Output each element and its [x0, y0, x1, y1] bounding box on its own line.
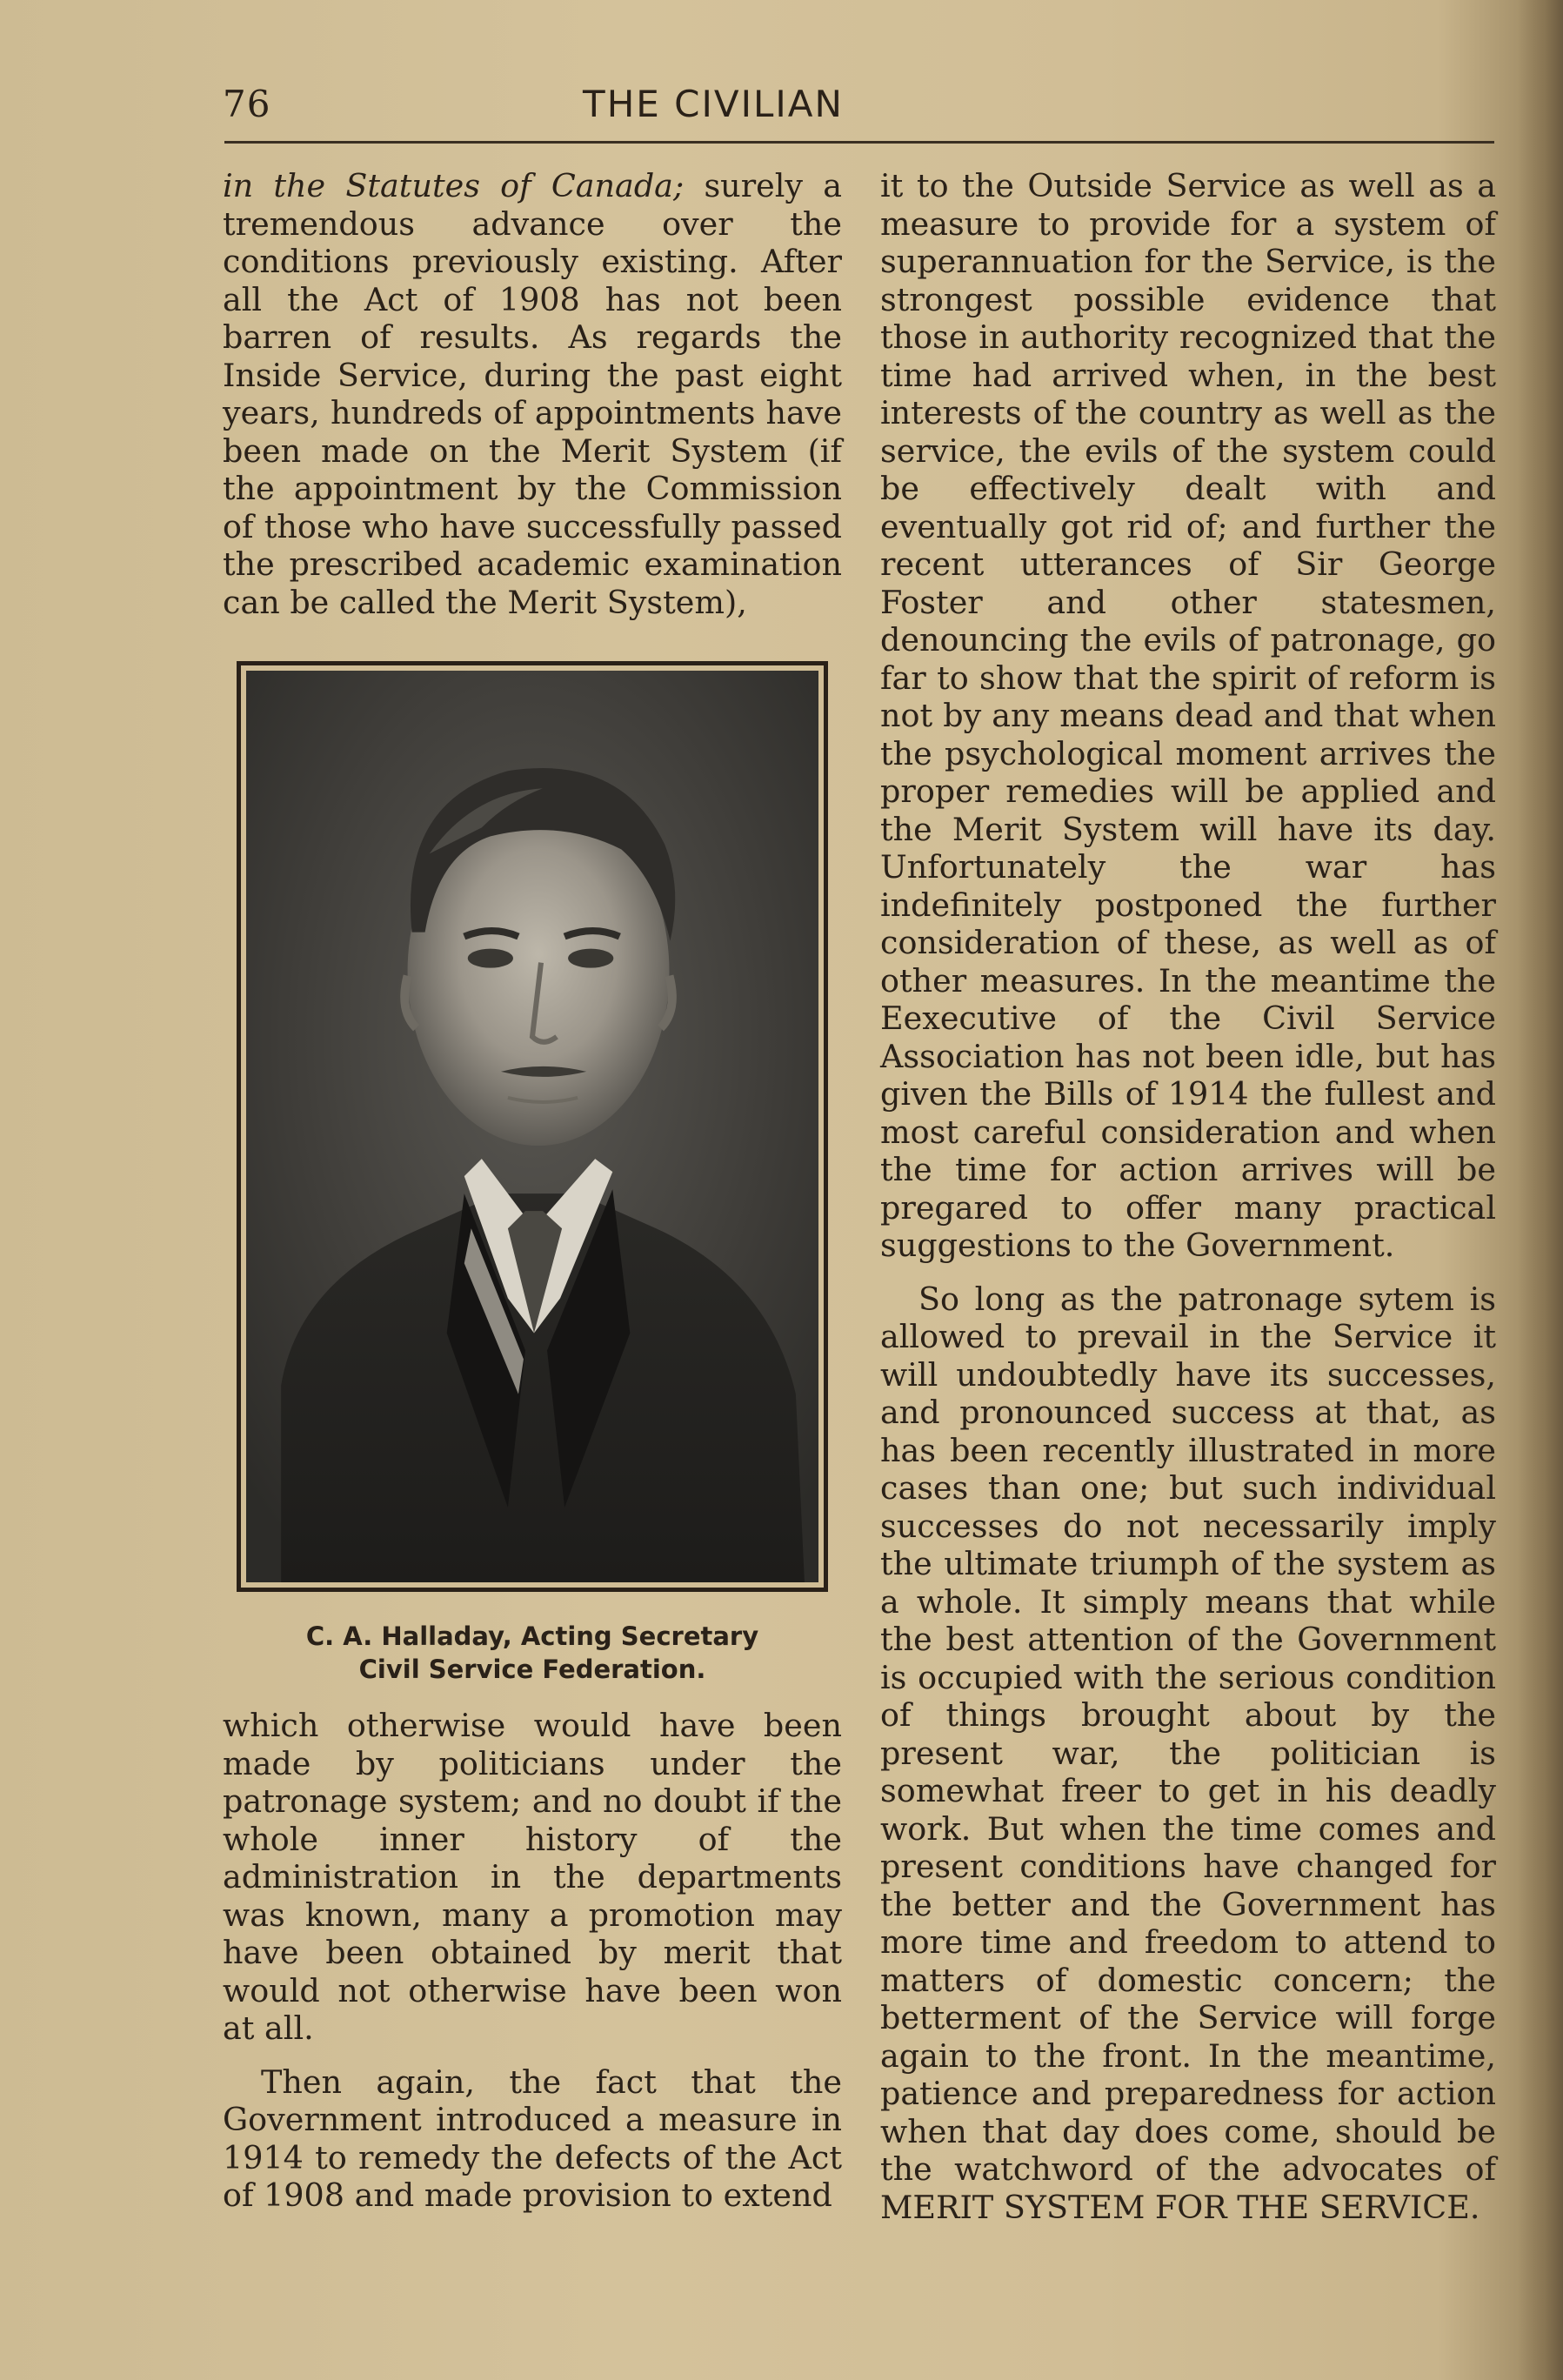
left-column [223, 167, 842, 2215]
portrait-caption [223, 1620, 842, 1686]
left-paragraph-3: Then again, the fact that the Government introduced a measure in 1914 to remedy the defects of the Act of 1908 and made provision to extend [223, 2062, 842, 2214]
page-edge-shadow [1518, 0, 1563, 2380]
right-paragraph-2: So long as the patronage sytem is allowed to prevail in the Service it will undoubtedly have its successes, and pronounced success at that, as has been recently illustrated in more cases than one; but such individual successes do not necessarily imply the ultimate triumph of the system as a whole. It simply means that while the best attention of the Government is occupied with the serious condition of things brought about by the present war, the politician is somewhat freer to get in his deadly work. But when the time comes and present conditions have changed for the better and the Government has more time and freedom to attend to matters of domestic concern; the betterment of the Service will forge again to the front. In the meantime, patience and preparedness for action when that day does come, should be the watchword of the advocates of MERIT SYSTEM FOR THE SERVICE. [880, 1280, 1496, 2226]
left-paragraph-1-text: surely a tremendous advance over the conditions previously existing. After all the Act of 1908 has not been barren of results. As regards the Inside Service, during the past eight years, hundreds of appointments have been made on the Merit System (if the appointment by the Commission of those who have successfully passed the prescribed academic examination can be called the Merit System), [223, 167, 842, 621]
portrait-figure [223, 661, 842, 1686]
left-paragraph-2: which otherwise would have been made by politicians under the patronage system; and no doubt if the whole inner history of the administration in the departments was known, many a promotion may have been obtained by merit that would not otherwise have been won at all. [223, 1707, 842, 2047]
running-title: THE CIVILIAN [583, 83, 844, 125]
caption-line-1: C. A. Halladay, Acting Secretary [305, 1621, 759, 1651]
left-paragraph-1 [223, 167, 842, 621]
header-rule [224, 141, 1494, 144]
right-column [880, 167, 1496, 2226]
statute-title: in the Statutes of Canada; [223, 167, 685, 204]
portrait-photo [246, 671, 818, 1582]
portrait-image [246, 671, 818, 1582]
page-number: 76 [223, 83, 271, 125]
portrait-frame [237, 661, 828, 1592]
right-paragraph-1: it to the Outside Service as well as a measure to provide for a system of superannuation for the Service, is the strongest possible evidence that those in authority recognized that the time had arrived when, in the best interests of the country as well as the service, the evils of the system could be effectively dealt with and eventually got rid of; and further the recent utterances of Sir George Foster and other statesmen, denouncing the evils of patronage, go far to show that the spirit of reform is not by any means dead and that when the psychological moment arrives the proper remedies will be applied and the Merit System will have its day. Unfortunately the war has indefinitely postponed the further consideration of these, as well as of other measures. In the meantime the Eexecutive of the Civil Service Association has not been idle, but has given the Bills of 1914 the fullest and most careful consideration and when the time for action arrives will be pregared to offer many practical suggestions to the Government. [880, 167, 1496, 1264]
caption-line-2: Civil Service Federation. [358, 1655, 706, 1684]
